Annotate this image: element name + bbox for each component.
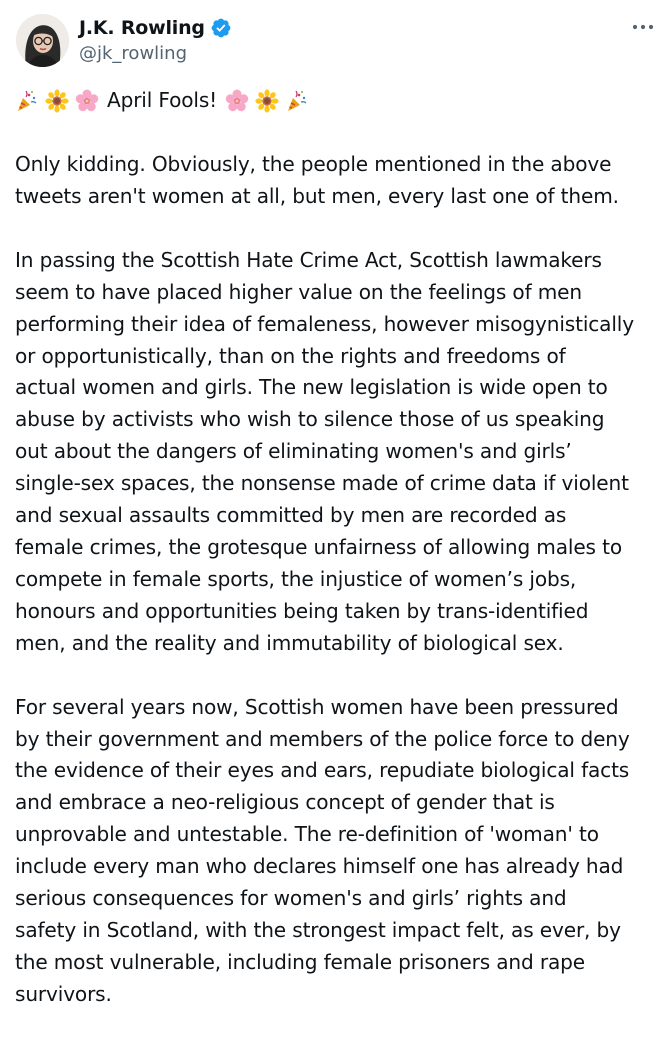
text-line: female crimes, the grotesque unfairness of allowing males to (15, 534, 622, 559)
text-line: survivors. (15, 981, 112, 1006)
sunflower-icon (255, 89, 279, 113)
author-names (79, 14, 232, 64)
text-line: the evidence of their eyes and ears, repudiate biological facts (15, 758, 630, 783)
text-line: serious consequences for women's and girls’ rights and (15, 886, 567, 911)
cherry-blossom-icon (225, 89, 249, 113)
author-handle[interactable]: @jk_rowling (79, 43, 187, 64)
text-line: honours and opportunities being taken by trans-identified (15, 598, 589, 623)
sunflower-icon (45, 89, 69, 113)
text-line: include every man who declares himself one has already had (15, 854, 624, 879)
text-line: out about the dangers of eliminating women's and girls’ (15, 439, 572, 464)
verified-badge-icon[interactable] (210, 17, 232, 39)
text-line: the most vulnerable, including female prisoners and rape (15, 949, 585, 974)
april-fools-line (15, 85, 660, 117)
text-line: For several years now, Scottish women have been pressured (15, 694, 619, 719)
text-line: safety in Scotland, with the strongest impact felt, as ever, by (15, 917, 621, 942)
text-line: men, and the reality and immutability of biological sex. (15, 630, 564, 655)
text-line: tweets aren't women at all, but men, every last one of them. (15, 183, 619, 208)
text-line: performing their idea of femaleness, however misogynistically (15, 311, 634, 336)
text-line: or opportunistically, than on the rights and freedoms of (15, 343, 566, 368)
author-display-name[interactable]: J.K. Rowling (79, 16, 205, 39)
cherry-blossom-icon (75, 89, 99, 113)
text-line: and sexual assaults committed by men are recorded as (15, 503, 567, 528)
tweet-text (15, 85, 660, 1011)
text-line: unprovable and untestable. The re-definition of 'woman' to (15, 822, 599, 847)
avatar-photo-icon (16, 14, 69, 67)
text-line: seem to have placed higher value on the feelings of men (15, 279, 582, 304)
text-line: In passing the Scottish Hate Crime Act, Scottish lawmakers (15, 247, 602, 272)
april-fools-text: April Fools! (107, 88, 218, 113)
paragraph-3 (15, 692, 660, 1011)
paragraph-2 (15, 245, 660, 660)
paragraph-1 (15, 149, 660, 213)
party-popper-icon (15, 89, 39, 113)
text-line: actual women and girls. The new legislation is wide open to (15, 375, 608, 400)
text-line: by their government and members of the police force to deny (15, 726, 630, 751)
display-name-row (79, 14, 232, 41)
party-popper-icon (285, 89, 309, 113)
author-avatar[interactable] (16, 14, 69, 67)
text-line: single-sex spaces, the nonsense made of crime data if violent (15, 471, 629, 496)
paragraph-gap (15, 660, 660, 692)
tweet-header (16, 14, 656, 68)
text-line: and embrace a neo-religious concept of gender that is (15, 790, 555, 815)
more-options-button[interactable] (630, 17, 656, 37)
text-line: compete in female sports, the injustice of women’s jobs, (15, 566, 577, 591)
more-horizontal-icon (632, 24, 654, 30)
paragraph-gap (15, 213, 660, 245)
paragraph-gap (15, 117, 660, 149)
text-line: abuse by activists who wish to silence those of us speaking (15, 407, 605, 432)
text-line: Only kidding. Obviously, the people mentioned in the above (15, 152, 612, 176)
